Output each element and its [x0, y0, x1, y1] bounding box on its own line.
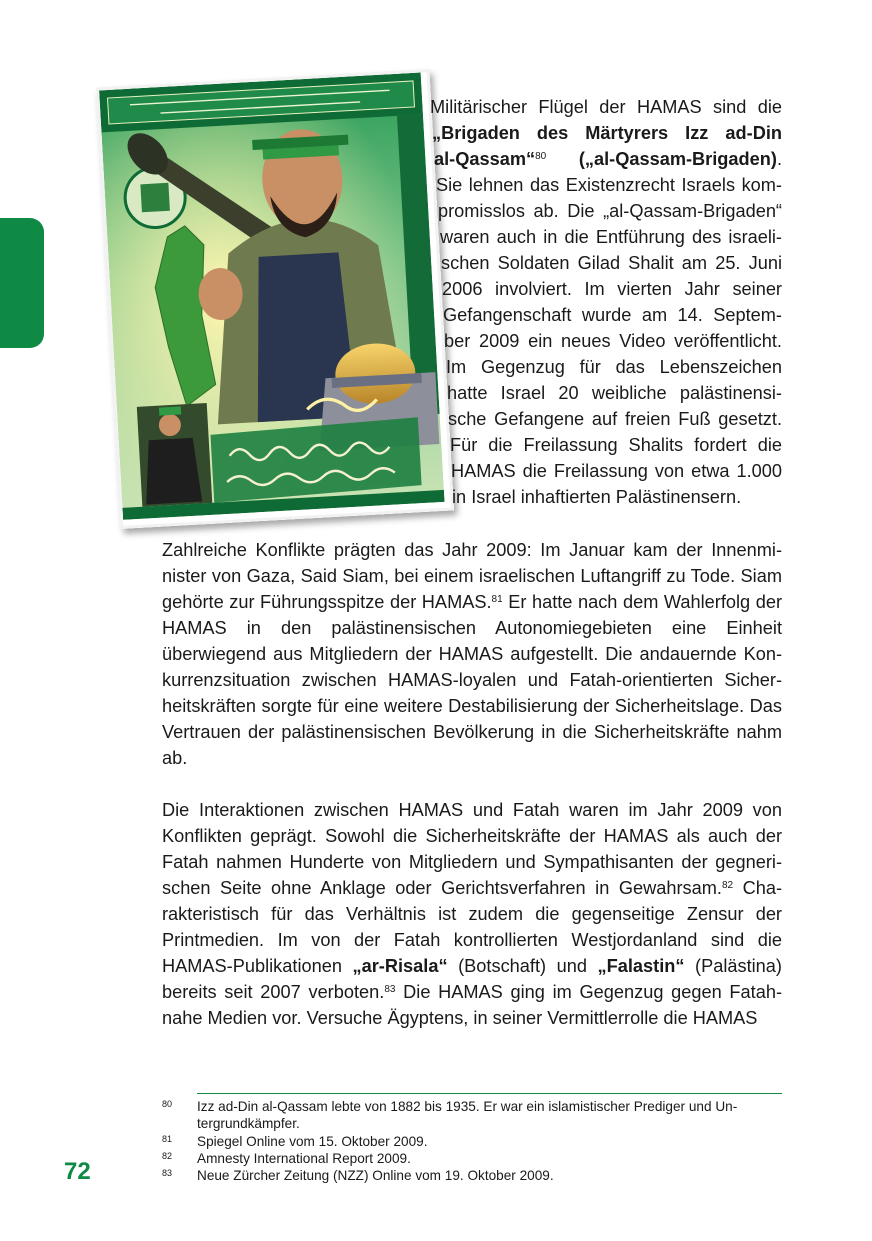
footnote-number: 81 — [162, 1134, 173, 1144]
footnote-82 — [162, 1150, 782, 1167]
footnote-text: Neue Zürcher Zeitung (NZZ) Online vom 19. Oktober 2009. — [197, 1168, 554, 1183]
footnote-ref: 83 — [384, 984, 396, 995]
text-line — [452, 484, 782, 510]
text-line — [441, 250, 782, 276]
bold-text: „ar-Risala“ — [352, 956, 448, 976]
text-line — [448, 406, 782, 432]
footnote-81 — [162, 1133, 782, 1150]
paragraph-hamas-fatah — [162, 797, 782, 1031]
text-line — [444, 328, 782, 354]
text-line — [450, 432, 782, 458]
footnote-80 — [162, 1098, 782, 1132]
text-line — [438, 198, 782, 224]
chapter-tab — [0, 218, 44, 348]
footnote-ref: 81 — [491, 594, 503, 605]
text-line — [451, 458, 782, 484]
footnote-text: Izz ad-Din al-Qassam lebte von 1882 bis 1935. Er war ein islamistischer Prediger und Untergrundkämpfer. — [197, 1099, 738, 1131]
footnote-divider — [197, 1093, 782, 1094]
text-run: Zahlreiche Konflikte prägten das Jahr 2009: Im Januar kam der Innenminister von Gaza, Said Siam, bei einem israelischen Luftangriff zu Tode. Siam gehörte zur Führungsspitze der HAMAS. — [162, 540, 782, 612]
text-run: hatte Israel 20 weibliche palästinensi- — [447, 383, 782, 403]
propaganda-poster-image — [96, 69, 454, 529]
text-run: waren auch in die Entführung des israeli- — [440, 227, 782, 247]
text-run: Charakteristisch für das Verhältnis ist zudem die gegenseitige Zensur der Printmedien. Im von der Fatah kontrollierten Westjordanland sind die HAMAS-Publikationen — [162, 878, 782, 976]
text-line — [436, 172, 782, 198]
text-run: sche Gefangene auf freien Fuß gesetzt. — [448, 409, 782, 429]
text-run: Die HAMAS ging im Gegenzug gegen Fatahnahe Medien vor. Versuche Ägyptens, in seiner Vermittlerrolle die HAMAS — [162, 982, 783, 1028]
paragraph-konflikte-2009 — [162, 537, 782, 771]
text-run: (Botschaft) und — [447, 956, 598, 976]
text-run: Für die Freilassung Shalits fordert die — [450, 435, 782, 455]
footnote-text: Spiegel Online vom 15. Oktober 2009. — [197, 1134, 428, 1149]
bold-text: „Brigaden des Märtyrers Izz ad-Din — [432, 123, 782, 143]
text-line — [432, 120, 782, 146]
text-run: Die Interaktionen zwischen HAMAS und Fatah waren im Jahr 2009 von Konflikten geprägt. Sowohl die Sicherheitskräfte der HAMAS als auch der Fatah nahmen Hunderte von Mitgliedern und Sympathisanten der gegnerischen Seite ohne Anklage oder Gerichtsverfahren in Gewahrsam. — [162, 800, 782, 898]
text-run: Gefangenschaft wurde am 14. Septem- — [443, 305, 782, 325]
text-run: promisslos ab. Die „al-Qassam-Brigaden“ — [438, 201, 782, 221]
text-run: (Palästina) bereits seit 2007 verboten. — [162, 956, 782, 1002]
footnote-number: 83 — [162, 1168, 173, 1178]
text-run: Im Gegenzug für das Lebenszeichen — [446, 357, 782, 377]
bold-text: al-Qassam“ — [434, 149, 536, 169]
text-line — [443, 302, 782, 328]
text-run: 2006 involviert. Im vierten Jahr seiner — [442, 279, 782, 299]
bold-text: „Falastin“ — [597, 956, 685, 976]
footnote-ref: 82 — [721, 880, 734, 891]
text-run: ber 2009 ein neues Video veröffentlicht. — [444, 331, 782, 351]
bold-text: („al-Qassam-Brigaden) — [546, 149, 777, 169]
text-line — [434, 146, 782, 172]
text-run: . — [776, 149, 782, 169]
text-run: in Israel inhaftierten Palästinensern. — [452, 487, 742, 507]
text-run: schen Soldaten Gilad Shalit am 25. Juni — [441, 253, 782, 273]
text-line — [447, 380, 782, 406]
footnote-number: 82 — [162, 1151, 173, 1161]
footnote-text: Amnesty International Report 2009. — [197, 1151, 411, 1166]
text-line — [442, 276, 782, 302]
footnote-ref: 80 — [535, 151, 547, 162]
footnote-83 — [162, 1167, 782, 1184]
page-number: 72 — [64, 1158, 91, 1185]
text-run: Er hatte nach dem Wahlerfolg der HAMAS in den palästinensischen Autonomiegebieten eine Einheit überwiegend aus Mitgliedern der HAMAS aufgestellt. Die andauernde Konkurrenzsituation zwischen HAMAS-loyalen und Fatah-orientierten Sicherheitskräften sorgte für eine weitere Destabilisierung der Sicherheitslage. Das Vertrauen der palästinensischen Bevölkerung in die Sicherheitskräfte nahm ab. — [162, 592, 783, 768]
text-run: Militärischer Flügel der HAMAS sind die — [430, 97, 782, 117]
text-line — [446, 354, 782, 380]
text-run: Sie lehnen das Existenzrecht Israels kom- — [436, 175, 782, 195]
text-line — [430, 94, 782, 120]
intro-text-column — [420, 94, 792, 510]
poster-illustration — [99, 73, 445, 520]
text-line — [440, 224, 782, 250]
footnote-number: 80 — [162, 1099, 173, 1109]
text-run: HAMAS die Freilassung von etwa 1.000 — [451, 461, 782, 481]
